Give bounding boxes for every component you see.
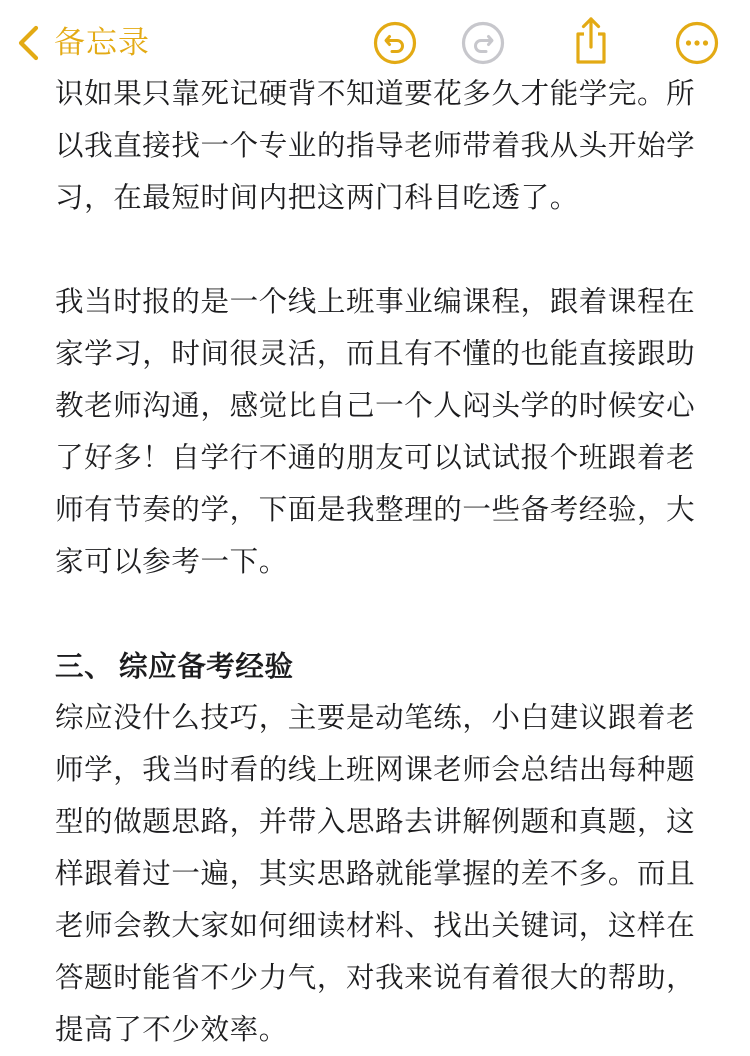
note-paragraph: 识如果只靠死记硬背不知道要花多久才能学完。所以我直接找一个专业的指导老师带着我从头开始学习，在最短时间内把这两门科目吃透了。 (55, 77, 696, 214)
more-icon (674, 20, 720, 66)
undo-button[interactable] (372, 20, 418, 66)
redo-button[interactable] (460, 20, 506, 66)
section-heading (55, 641, 715, 693)
undo-icon (372, 20, 418, 66)
blank-line (55, 224, 715, 276)
chevron-left-icon (14, 23, 44, 63)
more-button[interactable] (674, 20, 720, 66)
share-button[interactable] (568, 14, 614, 60)
back-button[interactable] (14, 20, 150, 66)
redo-icon (460, 20, 506, 66)
note-body[interactable] (55, 68, 715, 1056)
note-paragraph: 综应没什么技巧，主要是动笔练，小白建议跟着老师学，我当时看的线上班网课老师会总结出每种题型的做题思路，并带入思路去讲解例题和真题，这样跟着过一遍，其实思路就能掌握的差不多。而且老师会教大家如何细读材料、找出关键词，这样在答题时能省不少力气，对我来说有着很大的帮助，提高了不少效率。 (55, 701, 696, 1046)
share-icon (568, 14, 614, 66)
note-paragraph: 我当时报的是一个线上班事业编课程，跟着课程在家学习，时间很灵活，而且有不懂的也能直接跟助教老师沟通，感觉比自己一个人闷头学的时候安心了好多！自学行不通的朋友可以试试报个班跟着老师有节奏的学，下面是我整理的一些备考经验，大家可以参考一下。 (55, 285, 696, 578)
section-number: 三、 (55, 650, 114, 683)
section-title: 综应备考经验 (119, 650, 294, 683)
blank-line (55, 588, 715, 640)
back-label: 备忘录 (54, 25, 150, 61)
